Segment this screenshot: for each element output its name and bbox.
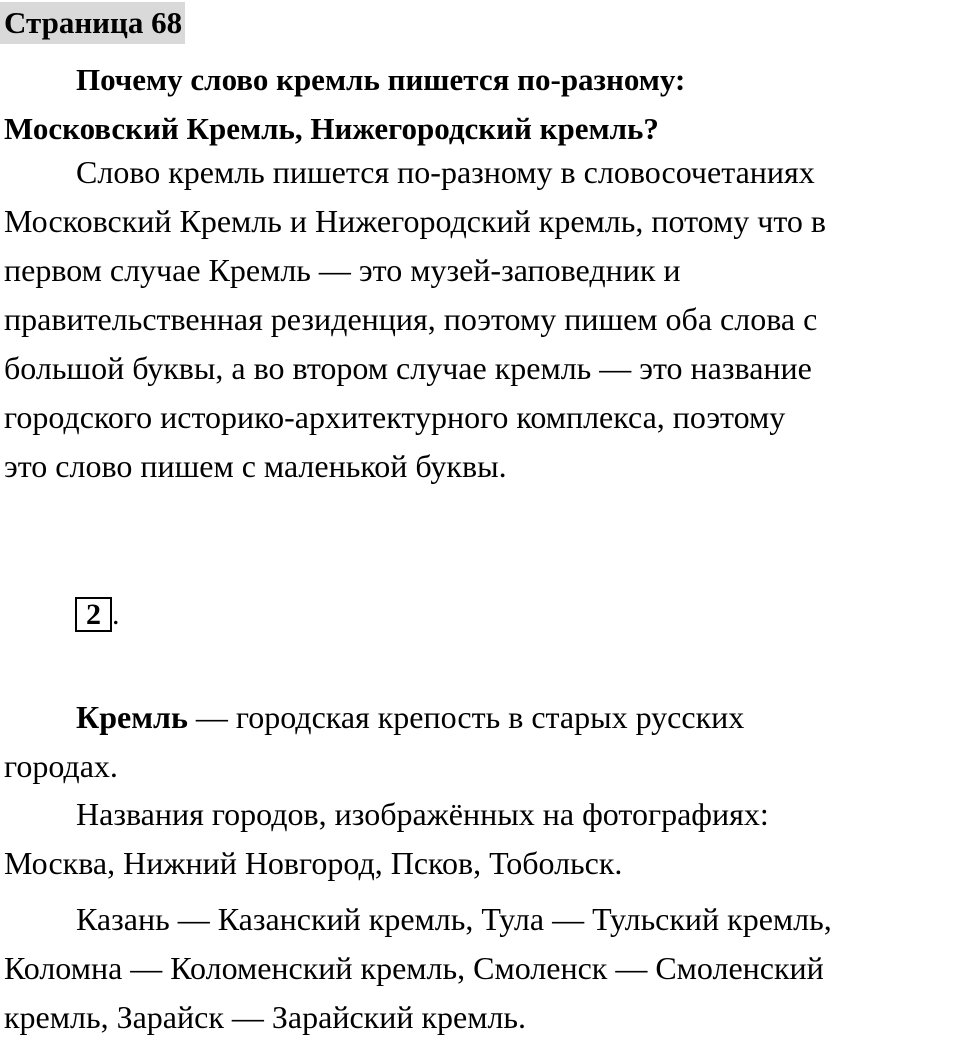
page-label: Страница 68 [0,2,185,44]
answer-line-5: большой буквы, а во втором случае кремль — это название [4,350,812,386]
kremlins-line-1: Казань — Казанский кремль, Тула — Тульский кремль, [76,901,832,937]
definition-paragraph [4,693,960,791]
kremlins-line-2: Коломна — Коломенский кремль, Смоленск — Смоленский [4,950,824,986]
definition-line-1 [4,693,960,742]
kremlins-paragraph [4,895,960,1042]
question-line-2: Московский Кремль, Нижегородский кремль? [4,111,659,146]
answer-line-3: первом случае Кремль — это музей-заповедник и [4,252,681,288]
answer-line-4: правительственная резиденция, поэтому пишем оба слова с [4,301,818,337]
cities-line-2: Москва, Нижний Новгород, Псков, Тобольск. [4,845,623,881]
question-line-1: Почему слово кремль пишется по-разному: [76,62,686,97]
kremlins-line-3: кремль, Зарайск — Зарайский кремль. [4,999,526,1035]
definition-text: — городская крепость в старых русских [187,699,745,735]
answer-line-2: Московский Кремль и Нижегородский кремль, потому что в [4,203,827,239]
cities-paragraph [4,790,960,888]
task-number-dot: . [112,598,120,631]
task-number-box: 2 [75,597,112,632]
answer-line-6: городского историко-архитектурного комплекса, поэтому [4,399,786,435]
definition-line-2: городах. [4,748,118,784]
answer-line-1: Слово кремль пишется по-разному в словосочетаниях [76,154,815,190]
definition-term: Кремль [76,699,188,735]
answer-line-7: это слово пишем с маленькой буквы. [4,448,507,484]
answer-paragraph [4,148,960,491]
question-heading [4,55,960,153]
cities-line-1: Названия городов, изображённых на фотографиях: [76,796,769,832]
